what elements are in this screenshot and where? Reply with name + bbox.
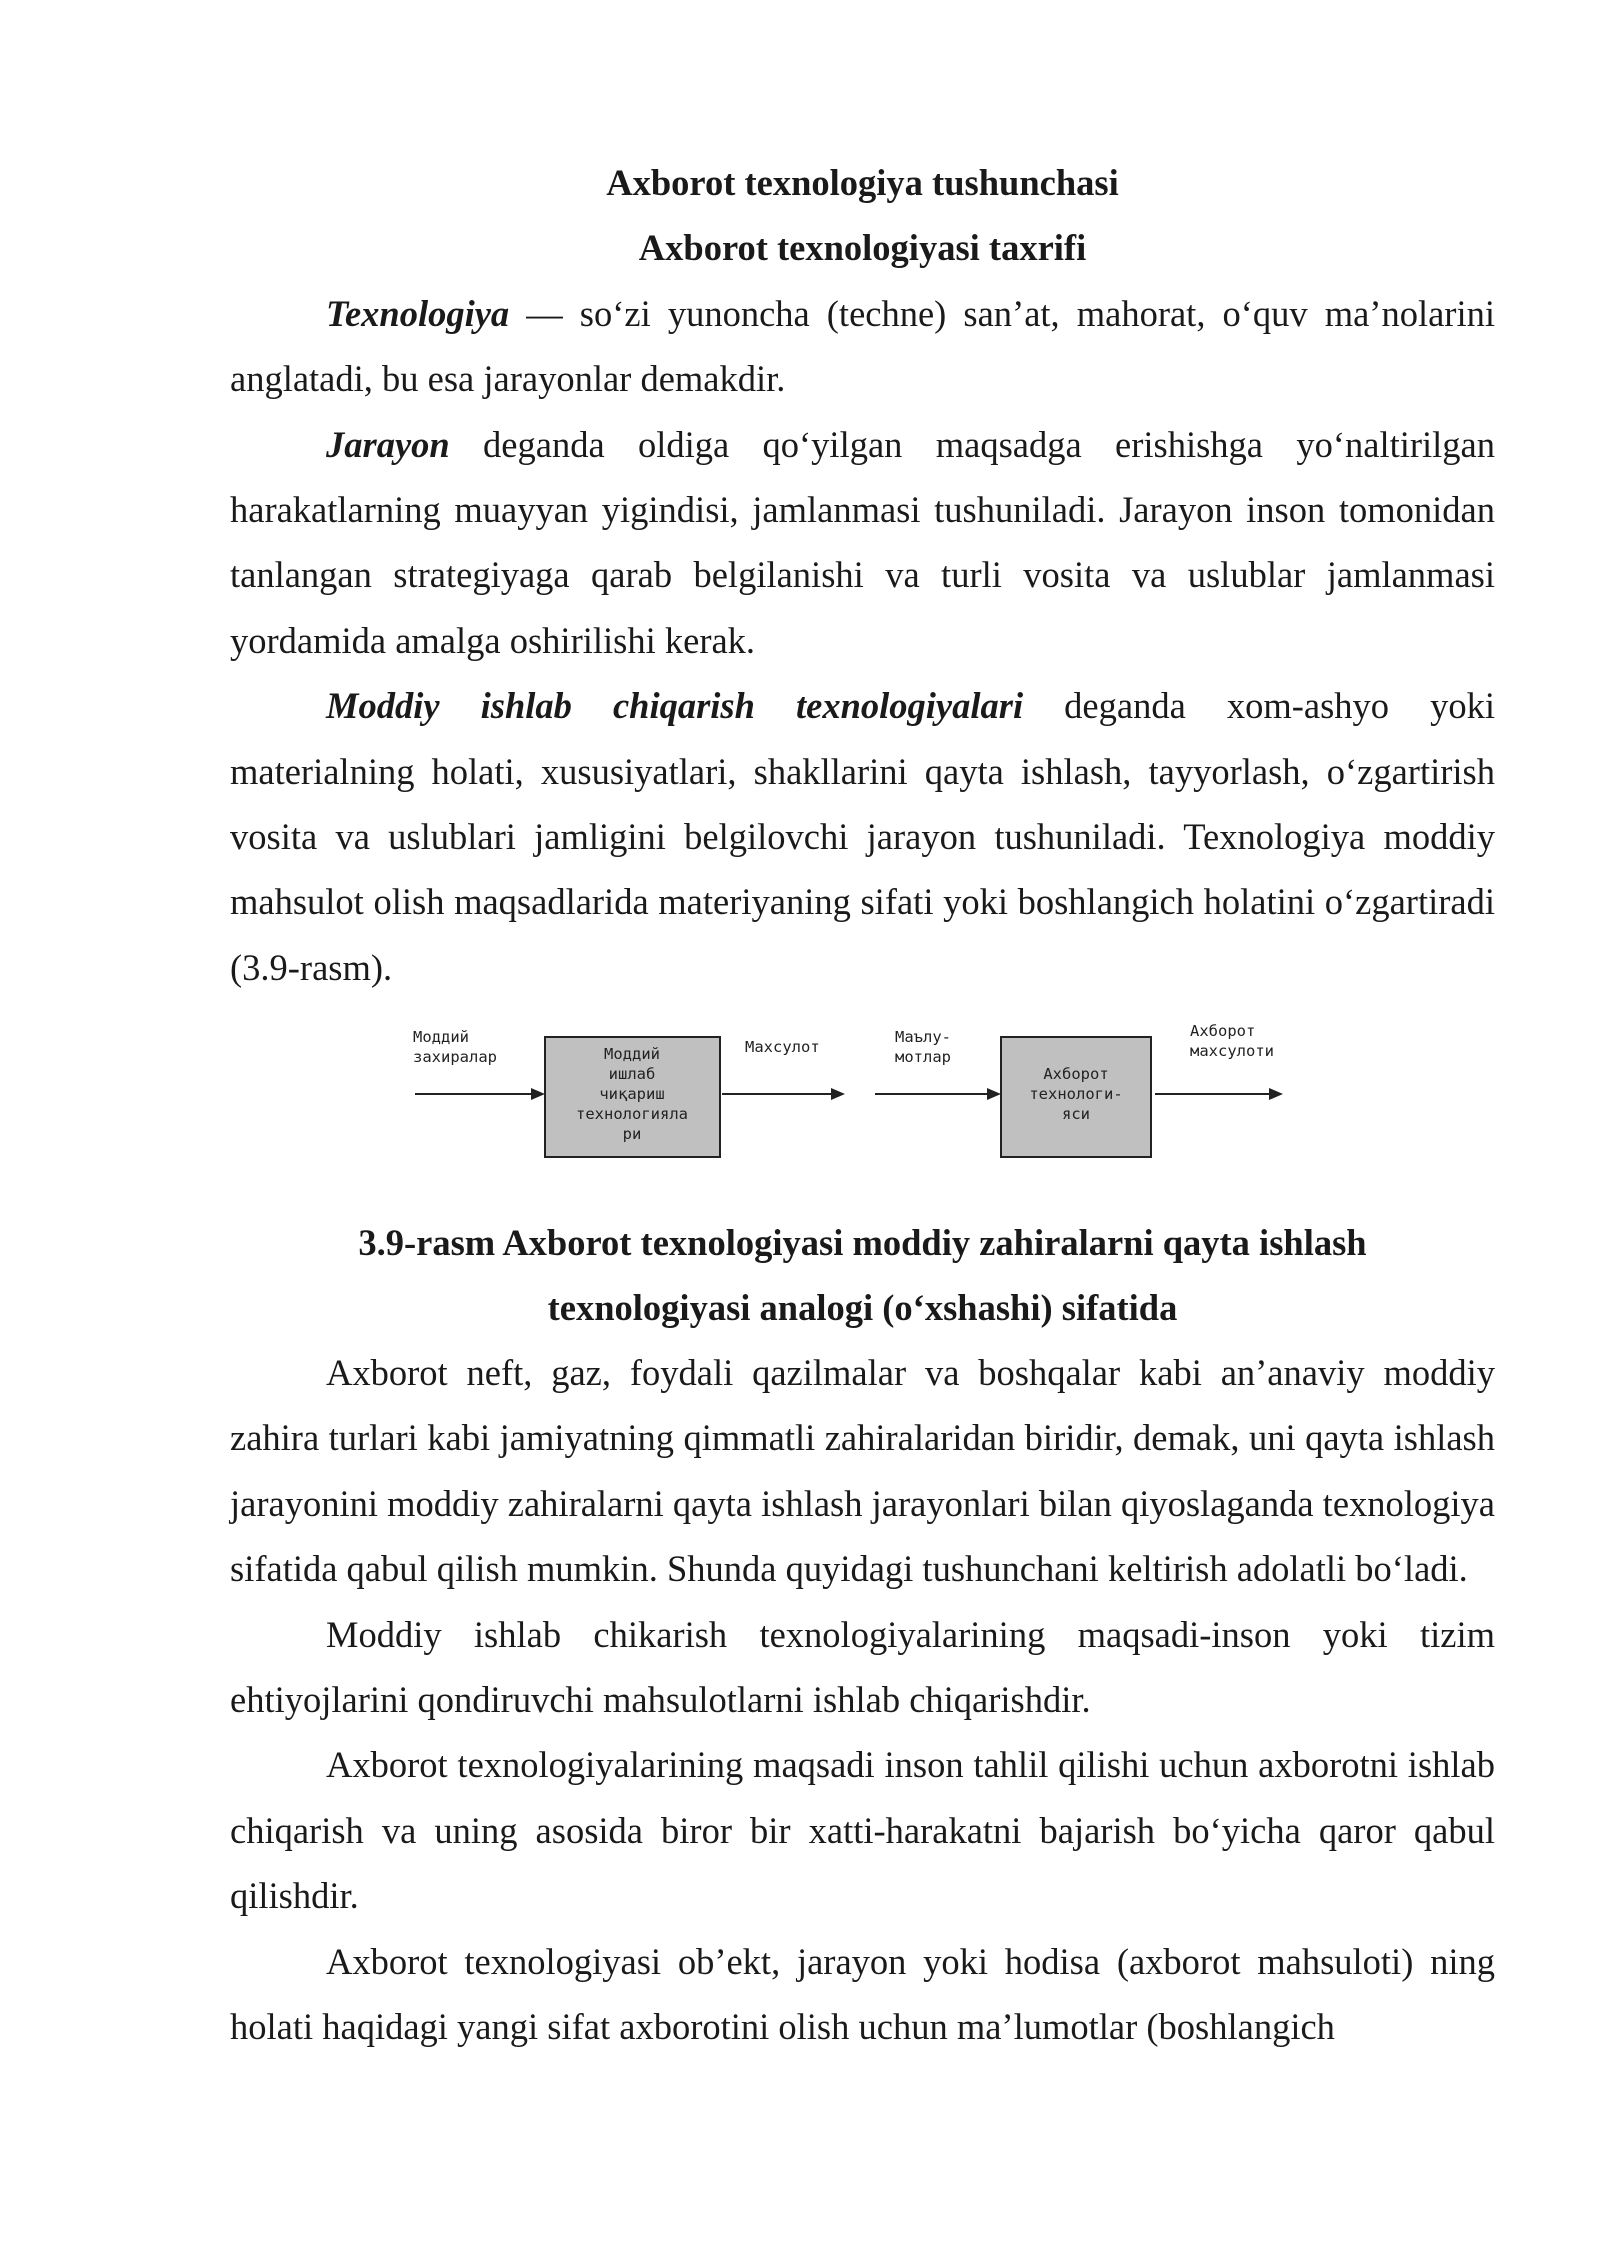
page-title: Axborot texnologiya tushunchasi bbox=[606, 162, 1119, 203]
paragraph-axborot-maqsad: Axborot texnologiyalarining maqsadi inson tahlil qilishi uchun axborotni ishlab chiqarish va uning asosida biror bir xatti-harakatni bajarish bo‘yicha qaror qabul qilishdir. bbox=[230, 1744, 1495, 1917]
arrow-head bbox=[531, 1088, 545, 1100]
paragraph-jarayon bbox=[230, 412, 1495, 674]
box-right-line2: технологи- bbox=[1029, 1085, 1123, 1103]
paragraph-axborot-zahira: Axborot neft, gaz, foydali qazilmalar va boshqalar kabi an’anaviy moddiy zahira turlari kabi jamiyatning qimmatli zahiralaridan biridir, demak, uni qayta ishlash jarayonini moddiy zahiralarni qayta ishlash jarayonlari bilan qiyoslaganda texnologiya sifatida qabul qilish mumkin. Shunda quyidagi tushunchani keltirish adolatli bo‘ladi. bbox=[230, 1352, 1495, 1590]
paragraph-moddiy bbox=[230, 673, 1495, 1000]
paragraph-text: deganda oldiga qo‘yilgan maqsadga erishishga yo‘naltirilgan harakatlarning muayyan yigindisi, jamlanmasi tushuniladi. Jarayon inson tomonidan tanlangan strategiyaga qarab belgilanishi va turli vosita va uslublar jamlanmasi yordamida amalga oshirilishi kerak. bbox=[230, 423, 1495, 661]
arrow-head bbox=[987, 1088, 1001, 1100]
caption-line2: texnologiyasi analogi (o‘xshashi) sifatida bbox=[547, 1287, 1178, 1329]
diagram-svg bbox=[405, 1022, 1325, 1182]
output-right-label-line1: Ахборот bbox=[1190, 1022, 1256, 1040]
figure-3-9-diagram bbox=[405, 1022, 1325, 1182]
term-moddiy: Moddiy ishlab chiqarish texnologiyalari bbox=[326, 685, 1024, 727]
input-left-label-line1: Моддий bbox=[413, 1028, 469, 1046]
output-left-label: Махсулот bbox=[745, 1038, 820, 1056]
box-right-line3: яси bbox=[1062, 1105, 1090, 1123]
figure-caption bbox=[230, 1210, 1495, 1341]
arrow-head bbox=[1269, 1088, 1283, 1100]
arrow-head bbox=[831, 1088, 845, 1100]
input-left-label-line2: захиралар bbox=[413, 1048, 497, 1066]
box-left-line4: технологияла bbox=[576, 1105, 688, 1123]
box-left-line5: ри bbox=[622, 1125, 642, 1143]
paragraph-axborot-texnologiyasi: Axborot texnologiyasi ob’ekt, jarayon yoki hodisa (axborot mahsuloti) ning holati haqidagi yangi sifat axborotini olish uchun ma’lumotlar (boshlangich bbox=[230, 1940, 1495, 2048]
text-block-bottom bbox=[230, 1340, 1495, 2059]
box-left-line3: чиқариш bbox=[599, 1085, 665, 1103]
term-jarayon: Jarayon bbox=[326, 423, 450, 465]
caption-line1: 3.9-rasm Axborot texnologiyasi moddiy zahiralarni qayta ishlash bbox=[358, 1222, 1367, 1263]
box-right-line1: Ахборот bbox=[1043, 1065, 1109, 1083]
box-left-line2: ишлаб bbox=[608, 1065, 656, 1083]
paragraph-text: — so‘zi yunoncha (techne) san’at, mahorat, o‘quv ma’nolarini anglatadi, bu esa jarayonlar demakdir. bbox=[230, 292, 1495, 400]
paragraph-texnologiya bbox=[230, 281, 1495, 412]
text-block-top bbox=[230, 150, 1495, 1000]
paragraph-text: deganda xom-ashyo yoki materialning holati, xususiyatlari, shakllarini qayta ishlash, tayyorlash, o‘zgartirish vosita va uslublari jamligini belgilovchi jarayon tushuniladi. Texnologiya moddiy mahsulot olish maqsadlarida materiyaning sifati yoki boshlangich holatini o‘zgartiradi (3.9-rasm). bbox=[230, 685, 1495, 988]
input-right-label-line1: Маълу- bbox=[895, 1028, 951, 1046]
box-left-line1: Моддий bbox=[604, 1045, 660, 1063]
output-right-label-line2: махсулоти bbox=[1190, 1042, 1274, 1060]
page-subtitle: Axborot texnologiyasi taxrifi bbox=[638, 227, 1087, 269]
term-texnologiya: Texnologiya bbox=[326, 292, 510, 334]
input-right-label-line2: мотлар bbox=[895, 1048, 951, 1066]
paragraph-moddiy-maqsad: Moddiy ishlab chikarish texnologiyalarining maqsadi-inson yoki tizim ehtiyojlarini qondiruvchi mahsulotlarni ishlab chiqarishdir. bbox=[230, 1613, 1495, 1721]
